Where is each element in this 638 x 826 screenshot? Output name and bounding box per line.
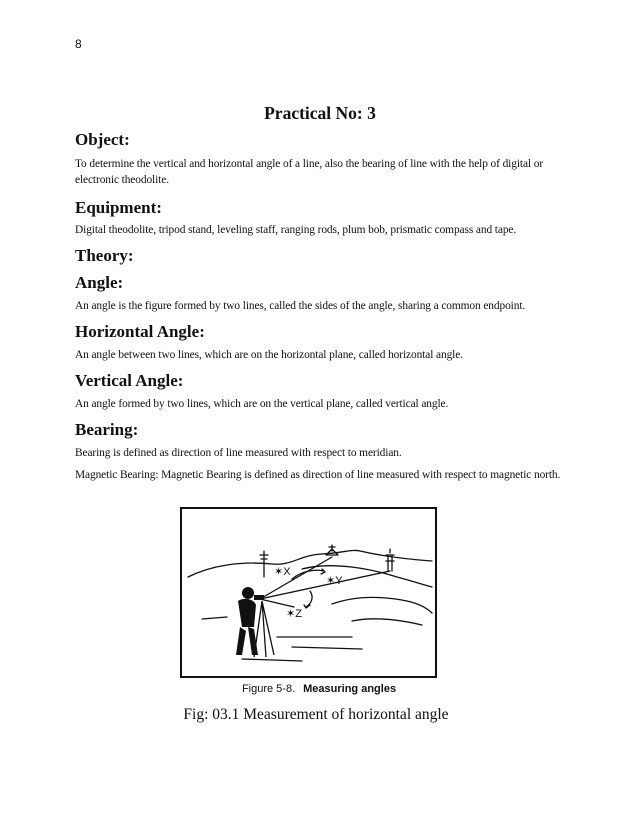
horizontal-angle-text: An angle between two lines, which are on the horizontal plane, called horizontal angle. (75, 349, 463, 361)
vertical-angle-heading: Vertical Angle: (75, 371, 184, 390)
horizon-line (188, 550, 432, 577)
angle-heading: Angle: (75, 273, 124, 292)
equipment-section (75, 198, 565, 238)
label-y: ✶Y (326, 575, 343, 587)
ground-stroke (242, 659, 302, 661)
object-section (75, 130, 565, 188)
measuring-angles-illustration (180, 507, 437, 678)
page-number: 8 (75, 37, 82, 51)
surveyor-figure (236, 587, 264, 655)
page-title: Practical No: 3 (264, 103, 376, 123)
object-heading: Object: (75, 130, 130, 149)
ground-stroke (202, 617, 227, 619)
document-body (75, 130, 565, 483)
survey-sketch (182, 509, 435, 676)
inner-figure-caption (0, 683, 638, 695)
bearing-text: Bearing is defined as direction of line measured with respect to meridian. (75, 447, 402, 459)
angle-arc-yz (306, 591, 312, 607)
arrow-head (304, 605, 310, 608)
theory-section (75, 246, 565, 266)
horizontal-angle-heading: Horizontal Angle: (75, 322, 205, 341)
ground-stroke (292, 647, 362, 649)
inner-caption-number: Figure 5-8. (241, 683, 296, 695)
equipment-text: Digital theodolite, tripod stand, leveling staff, ranging rods, plum bob, prismatic compass and tape. (75, 224, 517, 236)
figure-caption: Fig: 03.1 Measurement of horizontal angle (183, 706, 449, 723)
label-x: ✶X (274, 566, 291, 578)
vertical-angle-text: An angle formed by two lines, which are on the vertical plane, called vertical angle. (75, 398, 449, 410)
object-text: To determine the vertical and horizontal angle of a line, also the bearing of line with the help of digital or electronic theodolite. (75, 158, 544, 186)
arrow-head (321, 569, 325, 574)
magnetic-bearing-text: Magnetic Bearing: Magnetic Bearing is defined as direction of line measured with respect to magnetic north. (75, 469, 561, 481)
bearing-heading: Bearing: (75, 420, 139, 439)
bearing-section (75, 420, 565, 483)
sight-line-z (260, 599, 294, 607)
ridge-line (332, 597, 432, 613)
angle-text: An angle is the figure formed by two lines, called the sides of the angle, sharing a common endpoint. (75, 300, 526, 312)
inner-caption-title: Measuring angles (303, 683, 397, 695)
horizontal-angle-section (75, 322, 565, 363)
equipment-heading: Equipment: (75, 198, 162, 217)
shore-line (352, 619, 422, 625)
vertical-angle-section (75, 371, 565, 412)
water-tower-icon (386, 549, 394, 571)
theory-heading: Theory: (75, 246, 134, 265)
angle-section (75, 273, 565, 314)
label-z: ✶Z (286, 608, 302, 620)
